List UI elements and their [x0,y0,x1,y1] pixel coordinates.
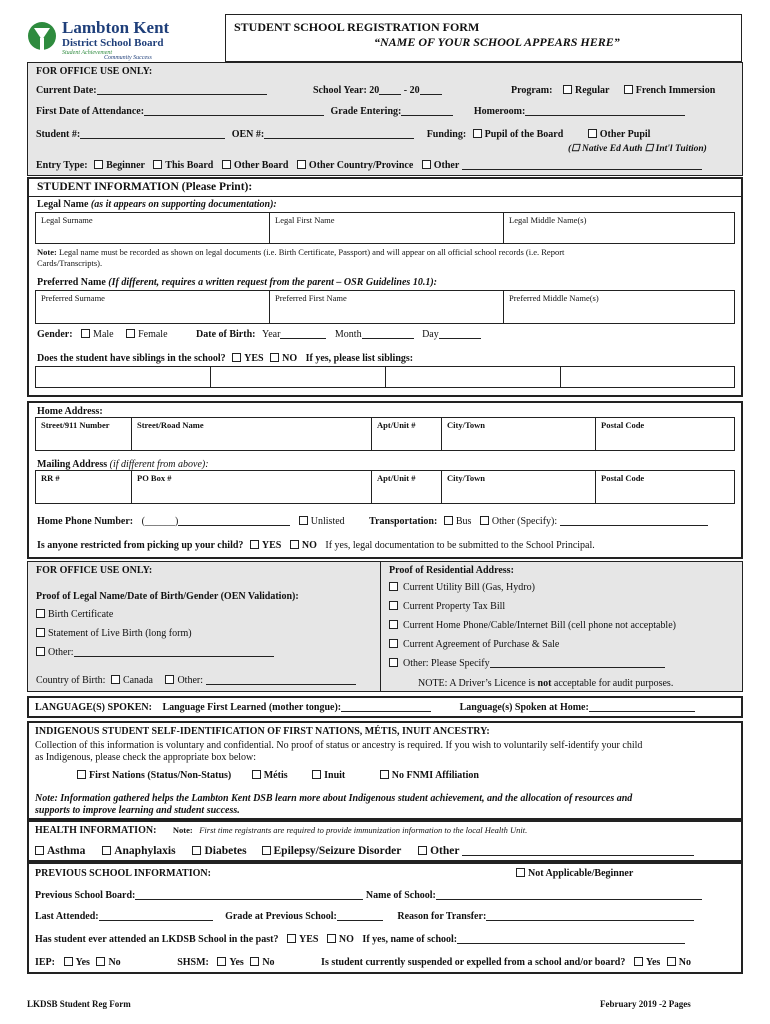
preferred-name-note: (If different, requires a written request from the parent – OSR Guidelines 10.1): [108,277,437,288]
live-birth-label: Statement of Live Birth (long form) [48,628,192,639]
dob-month-field[interactable] [362,329,414,339]
office-section [27,62,743,176]
mail-apt-field[interactable] [372,471,442,503]
entry-other-label: Other [433,160,460,171]
attended-no-checkbox[interactable] [327,934,336,943]
iep-label: IEP: [35,957,55,968]
office-heading: FOR OFFICE USE ONLY: [36,66,153,77]
prev-board-label: Previous School Board: [35,890,136,901]
no-fnmi-checkbox[interactable] [380,770,389,779]
country-other-label: Other: [177,675,203,686]
street-number-field[interactable] [36,418,132,450]
first-date-field[interactable] [144,106,324,116]
canada-checkbox[interactable] [111,675,120,684]
french-label: French Immersion [635,85,716,96]
legal-note-label: Note: [37,247,57,257]
first-date-label: First Date of Attendance: [36,106,145,117]
unlisted-label: Unlisted [310,516,345,527]
last-attended-label: Last Attended: [35,911,99,922]
street-name-label: Street/Road Name [137,420,204,430]
mail-city-label: City/Town [447,473,485,483]
transport-other-field[interactable] [560,516,708,526]
legal-note-text2: Cards/Transcripts). [37,258,103,268]
logo [26,18,186,62]
live-birth-checkbox[interactable] [36,628,45,637]
po-box-label: PO Box # [137,473,172,483]
health-note: First time registrants are required to provide immunization information to the local Health Unit. [199,825,528,835]
restricted-no-label: NO [301,540,317,551]
school-year-end[interactable] [420,85,442,95]
restricted-yes-checkbox[interactable] [250,540,259,549]
dob-day-field[interactable] [439,329,481,339]
epilepsy-checkbox[interactable] [262,846,271,855]
student-info-section [27,177,743,397]
grade-entering-field[interactable] [401,106,453,116]
entry-type-label: Entry Type: [36,160,88,171]
health-note-label: Note: [172,825,193,835]
suspended-question: Is student currently suspended or expelled from a school and/or board? [321,957,626,968]
first-nations-checkbox[interactable] [77,770,86,779]
anaphylaxis-label: Anaphylaxis [114,845,176,857]
if-yes-label: If yes, name of school: [362,934,458,945]
current-date-field[interactable] [97,85,267,95]
siblings-yes-label: YES [244,353,264,364]
rr-label: RR # [41,473,60,483]
legal-name-label: Legal Name [37,199,89,210]
prev-school-label: Name of School: [365,890,436,901]
grade-prev-field[interactable] [337,911,383,921]
oen-field[interactable] [264,129,414,139]
grade-prev-label: Grade at Previous School: [225,911,337,922]
homeroom-field[interactable] [525,106,685,116]
home-address-heading: Home Address: [37,406,103,417]
previous-school-section [27,862,743,974]
previous-heading: PREVIOUS SCHOOL INFORMATION: [35,868,211,879]
suspended-yes-checkbox[interactable] [634,957,643,966]
home-phone-field[interactable] [178,516,290,526]
restricted-question: Is anyone restricted from picking up your child? [37,540,244,551]
diabetes-checkbox[interactable] [192,846,201,855]
restricted-yes-label: YES [261,540,282,551]
preferred-surname-label: Preferred Surname [41,293,105,303]
indigenous-heading: INDIGENOUS STUDENT SELF-IDENTIFICATION OF FIRST NATIONS, MÉTIS, INUIT ANCESTRY: [35,726,490,737]
transport-other-checkbox[interactable] [480,516,489,525]
first-language-label: Language First Learned (mother tongue): [162,702,342,713]
preferred-first-label: Preferred First Name [275,293,347,303]
res-other-field[interactable] [490,658,665,668]
licence-note-pre: NOTE: A Driver’s Licence is [418,678,538,689]
phone-bill-checkbox[interactable] [389,620,398,629]
funding-label: Funding: [426,129,467,140]
iep-yes-checkbox[interactable] [64,957,73,966]
utility-bill-label: Current Utility Bill (Gas, Hydro) [403,582,535,593]
phone-area-code[interactable]: (______) [141,516,179,527]
metis-checkbox[interactable] [252,770,261,779]
health-other-field[interactable] [462,846,694,856]
diabetes-label: Diabetes [204,845,247,857]
legal-first-label: Legal First Name [275,215,335,225]
inuit-checkbox[interactable] [312,770,321,779]
utility-bill-checkbox[interactable] [389,582,398,591]
language-section [27,696,743,718]
health-other-checkbox[interactable] [418,846,427,855]
city-town-field[interactable] [442,418,596,450]
sibling-field-3[interactable] [386,367,561,387]
birth-cert-label: Birth Certificate [48,609,114,620]
home-phone-label: Home Phone Number: [37,516,134,527]
iep-no-checkbox[interactable] [96,957,105,966]
sibling-field-1[interactable] [36,367,211,387]
legal-name-table [35,212,735,244]
program-label: Program: [511,85,553,96]
footer-right: February 2019 -2 Pages [600,999,691,1009]
city-town-label: City/Town [447,420,485,430]
bus-checkbox[interactable] [444,516,453,525]
legal-note-text: Legal name must be recorded as shown on legal documents (i.e. Birth Certificate, Passport) and will appear on all official school records (i.e. Report [58,247,565,257]
restricted-note: If yes, legal documentation to be submitted to the School Principal. [325,540,595,551]
asthma-label: Asthma [47,845,86,857]
preferred-middle-label: Preferred Middle Name(s) [509,293,599,303]
siblings-no-label: NO [282,353,298,364]
if-yes-field[interactable] [457,934,685,944]
anaphylaxis-checkbox[interactable] [102,846,111,855]
prev-board-field[interactable] [135,890,363,900]
indigenous-section [27,721,743,820]
regular-checkbox[interactable] [563,85,572,94]
dob-month-label: Month [334,329,362,340]
not-applicable-label: Not Applicable/Beginner [528,868,634,879]
siblings-no-checkbox[interactable] [270,353,279,362]
legal-middle-label: Legal Middle Name(s) [509,215,587,225]
beginner-checkbox[interactable] [94,160,103,169]
rr-field[interactable] [36,471,132,503]
indigenous-note2: supports to improve learning and student success. [35,805,240,816]
tax-bill-label: Current Property Tax Bill [403,601,506,612]
office2-heading: FOR OFFICE USE ONLY: [36,565,153,576]
siblings-yes-checkbox[interactable] [232,353,241,362]
first-language-field[interactable] [341,702,431,712]
mail-postal-label: Postal Code [601,473,645,483]
lkdsb-tree-icon [26,20,58,54]
school-year-start[interactable] [379,85,401,95]
current-date-label: Current Date: [36,85,97,96]
purchase-checkbox[interactable] [389,639,398,648]
tax-bill-checkbox[interactable] [389,601,398,610]
sibling-field-4[interactable] [561,367,736,387]
health-other-label: Other [430,845,460,857]
attended-question: Has student ever attended an LKDSB School in the past? [35,934,279,945]
transportation-label: Transportation: [369,516,438,527]
homeroom-label: Homeroom: [473,106,526,117]
licence-note-post: acceptable for audit purposes. [551,678,674,689]
country-birth-label: Country of Birth: [36,675,106,686]
legal-first-field[interactable] [270,213,504,243]
proof-legal-heading: Proof of Legal Name/Date of Birth/Gender (OEN Validation): [36,591,299,602]
siblings-table [35,366,735,388]
other-country-label: Other Country/Province [308,160,414,171]
health-section [27,820,743,862]
logo-sub: District School Board [62,37,164,49]
other-board-checkbox[interactable] [222,160,231,169]
male-label: Male [93,329,114,340]
last-attended-field[interactable] [99,911,213,921]
other-pupil-label: Other Pupil [599,129,651,140]
entry-other-checkbox[interactable] [422,160,431,169]
mail-apt-label: Apt/Unit # [377,473,416,483]
postal-code-field[interactable] [596,418,736,450]
iep-yes-label: Yes [75,957,90,968]
title-box [225,14,742,62]
phone-bill-label: Current Home Phone/Cable/Internet Bill (cell phone not acceptable) [403,620,676,631]
preferred-name-label: Preferred Name [37,277,106,288]
po-box-field[interactable] [132,471,372,503]
legal-name-note: (as it appears on supporting documentation): [90,199,277,210]
bus-label: Bus [455,516,472,527]
dob-year-field[interactable] [280,329,326,339]
postal-code-label: Postal Code [601,420,645,430]
iep-no-label: No [108,957,121,968]
no-fnmi-label: No FNMI Affiliation [391,770,479,781]
proof-other-field[interactable] [74,647,274,657]
mailing-address-table [35,470,735,504]
birth-cert-checkbox[interactable] [36,609,45,618]
apt-unit-field[interactable] [372,418,442,450]
mailing-address-note: (if different from above): [109,459,209,470]
dob-day-label: Day [422,329,439,340]
school-year-label: School Year: 20 [313,85,380,96]
shsm-label: SHSM: [177,957,209,968]
shsm-yes-checkbox[interactable] [217,957,226,966]
other-pupil-checkbox[interactable] [588,129,597,138]
dob-label: Date of Birth: [196,329,256,340]
apt-unit-label: Apt/Unit # [377,420,416,430]
indigenous-text1: Collection of this information is voluntary and confidential. No proof of status or ancestry is required. If you wish to voluntarily self-identify your child [35,740,643,751]
grade-entering-label: Grade Entering: [330,106,402,117]
school-name: “NAME OF YOUR SCHOOL APPEARS HERE” [374,35,620,49]
not-applicable-checkbox[interactable] [516,868,525,877]
office-proof-section [27,561,743,692]
school-year-dash: - 20 [401,85,420,96]
suspended-no-checkbox[interactable] [667,957,676,966]
asthma-checkbox[interactable] [35,846,44,855]
female-checkbox[interactable] [126,329,135,338]
dob-year-label: Year [261,329,281,340]
home-language-label: Language(s) Spoken at Home: [459,702,589,713]
address-section [27,401,743,559]
legal-surname-label: Legal Surname [41,215,93,225]
canada-label: Canada [122,675,153,686]
attended-yes-label: YES [298,934,319,945]
student-info-heading: STUDENT INFORMATION (Please Print): [37,181,253,193]
first-nations-label: First Nations (Status/Non-Status) [89,770,232,781]
health-heading: HEALTH INFORMATION: [35,825,157,836]
reason-label: Reason for Transfer: [397,911,487,922]
home-address-table [35,417,735,451]
proof-other-checkbox[interactable] [36,647,45,656]
legal-surname-field[interactable] [36,213,270,243]
suspended-yes-label: Yes [645,957,661,968]
student-no-label: Student #: [36,129,81,140]
pupil-board-checkbox[interactable] [473,129,482,138]
siblings-question: Does the student have siblings in the school? [37,353,226,364]
prev-school-field[interactable] [436,890,702,900]
attended-yes-checkbox[interactable] [287,934,296,943]
proof-other-label: Other: [48,647,74,658]
restricted-no-checkbox[interactable] [290,540,299,549]
oen-label: OEN #: [231,129,265,140]
this-board-checkbox[interactable] [153,160,162,169]
street-number-label: Street/911 Number [41,420,110,430]
shsm-yes-label: Yes [229,957,244,968]
other-board-label: Other Board [233,160,289,171]
native-ed-options: (☐ Native Ed Auth ☐ Int'l Tuition) [568,144,707,154]
epilepsy-label: Epilepsy/Seizure Disorder [273,845,402,857]
transport-other-label: Other (Specify): [491,516,558,527]
preferred-surname-field[interactable] [36,291,270,323]
other-country-checkbox[interactable] [297,160,306,169]
country-other-checkbox[interactable] [165,675,174,684]
female-label: Female [138,329,168,340]
indigenous-note1: Note: Information gathered helps the Lambton Kent DSB learn more about Indigenous student achievement, and the allocation of resources and [35,793,633,804]
mailing-address-heading: Mailing Address [37,459,108,470]
inuit-label: Inuit [324,770,346,781]
logo-name: Lambton Kent [62,18,170,37]
language-label: LANGUAGE(S) SPOKEN: [35,702,152,713]
suspended-no-label: No [678,957,692,968]
logo-tag2: Community Success [104,55,152,61]
licence-note-not: not [537,678,552,689]
pupil-board-label: Pupil of the Board [484,129,564,140]
preferred-name-table [35,290,735,324]
unlisted-checkbox[interactable] [299,516,308,525]
preferred-middle-field[interactable] [504,291,736,323]
french-checkbox[interactable] [624,85,633,94]
indigenous-text2: as Indigenous, please check the appropriate box below: [35,752,257,763]
res-other-label: Other: Please Specify [403,658,490,669]
entry-other-field[interactable] [462,160,702,170]
footer-left: LKDSB Student Reg Form [27,999,131,1009]
gender-label: Gender: [37,329,73,340]
mail-city-field[interactable] [442,471,596,503]
reason-field[interactable] [486,911,694,921]
res-other-checkbox[interactable] [389,658,398,667]
proof-res-heading: Proof of Residential Address: [389,565,514,576]
shsm-no-checkbox[interactable] [250,957,259,966]
purchase-label: Current Agreement of Purchase & Sale [403,639,560,650]
metis-label: Métis [263,770,288,781]
country-other-field[interactable] [206,675,356,685]
beginner-label: Beginner [106,160,145,171]
regular-label: Regular [574,85,610,96]
home-language-field[interactable] [589,702,695,712]
legal-middle-field[interactable] [504,213,736,243]
shsm-no-label: No [262,957,275,968]
male-checkbox[interactable] [81,329,90,338]
logo-tag1: Student Achievement [62,50,113,56]
student-no-field[interactable] [80,129,225,139]
mail-postal-field[interactable] [596,471,736,503]
this-board-label: This Board [165,160,214,171]
siblings-list-label: If yes, please list siblings: [305,353,414,364]
form-title: STUDENT SCHOOL REGISTRATION FORM [234,20,480,34]
preferred-first-field[interactable] [270,291,504,323]
street-name-field[interactable] [132,418,372,450]
sibling-field-2[interactable] [211,367,386,387]
attended-no-label: NO [338,934,354,945]
